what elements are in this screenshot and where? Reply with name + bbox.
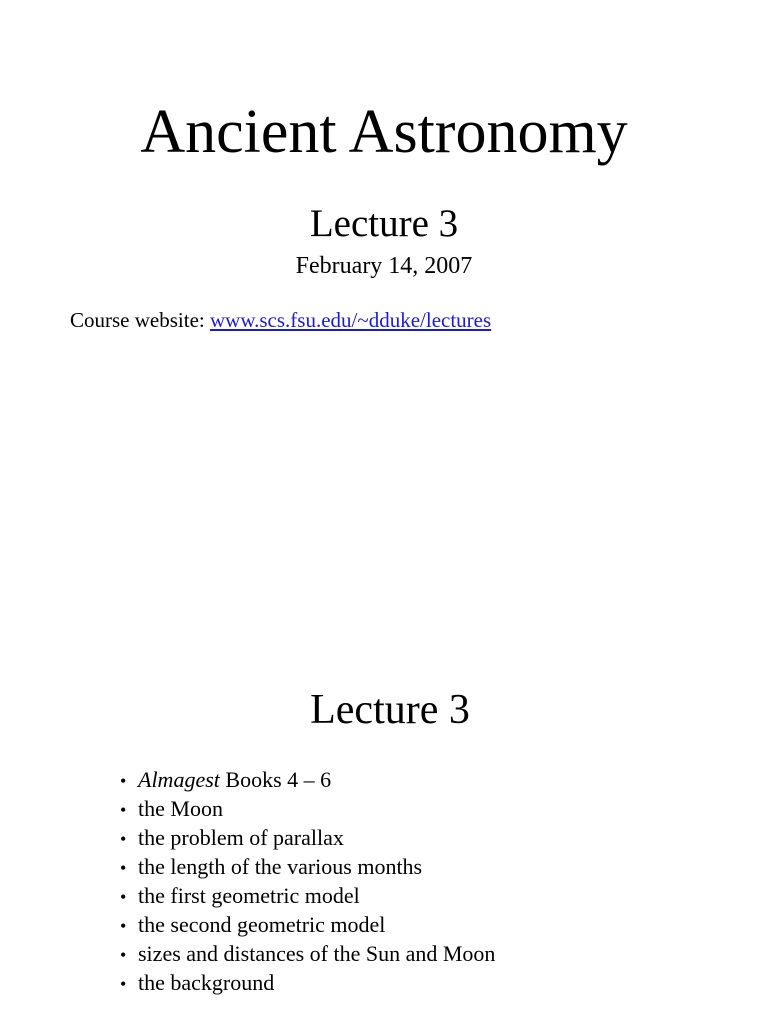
bullet-icon: • (120, 974, 127, 994)
course-website-line (70, 305, 491, 335)
list-item (120, 823, 495, 852)
list-item-text: sizes and distances of the Sun and Moon (138, 941, 496, 966)
bullet-icon: • (120, 887, 127, 907)
list-item-italic: Almagest (138, 767, 220, 792)
topic-list (120, 765, 495, 997)
list-item (120, 910, 495, 939)
list-item-text: Books 4 – 6 (219, 767, 332, 792)
list-item (120, 939, 495, 968)
course-website-link[interactable]: www.scs.fsu.edu/~dduke/lectures (209, 308, 492, 332)
list-item (120, 881, 495, 910)
slide2-title: Lecture 3 (310, 687, 470, 733)
list-item (120, 852, 495, 881)
list-item-text: the problem of parallax (138, 825, 344, 850)
bullet-icon: • (120, 829, 127, 849)
list-item-text: the Moon (138, 796, 223, 821)
list-item (120, 794, 495, 823)
list-item (120, 968, 495, 997)
bullet-icon: • (120, 771, 127, 791)
slide1-title: Ancient Astronomy (140, 98, 628, 166)
bullet-icon: • (120, 916, 127, 936)
slide1-date: February 14, 2007 (295, 253, 473, 279)
list-item (120, 765, 495, 794)
list-item-text: the background (138, 970, 275, 995)
bullet-icon: • (120, 800, 127, 820)
list-item-text: the length of the various months (138, 854, 423, 879)
bullet-icon: • (120, 858, 127, 878)
list-item-text: the second geometric model (138, 912, 386, 937)
slide1-subtitle: Lecture 3 (309, 202, 459, 245)
course-website-label: Course website: (70, 308, 210, 332)
list-item-text: the first geometric model (138, 883, 360, 908)
bullet-icon: • (120, 945, 127, 965)
